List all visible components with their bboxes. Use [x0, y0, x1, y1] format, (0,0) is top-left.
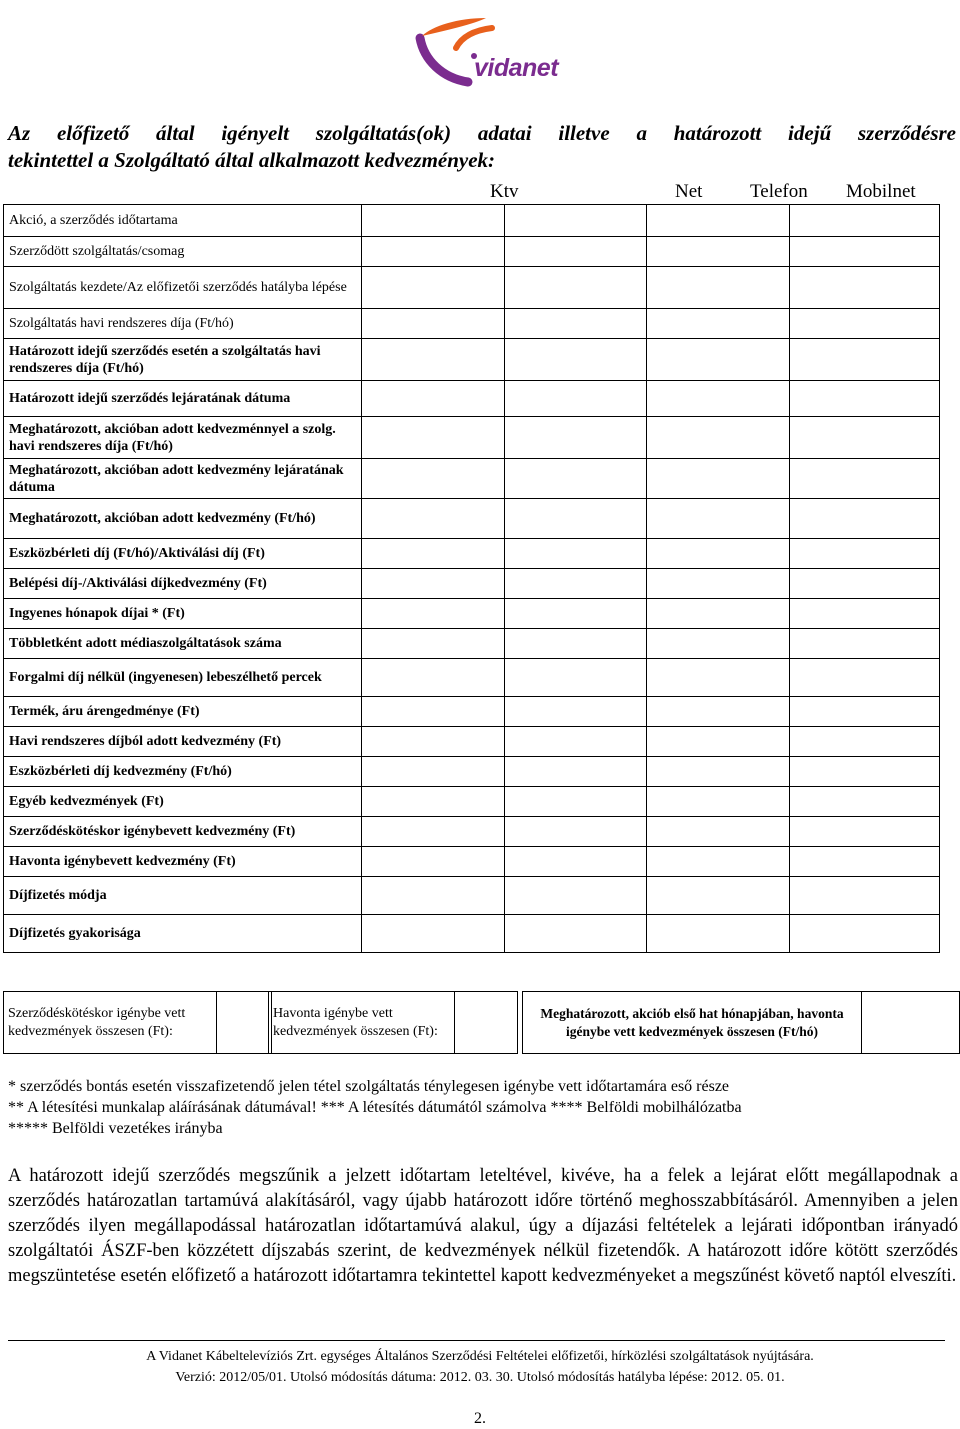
- cell-net[interactable]: [504, 915, 647, 953]
- table-row: [4, 417, 940, 459]
- cell-net[interactable]: [504, 309, 647, 339]
- cell-mobilnet[interactable]: [790, 309, 940, 339]
- logo-wordmark: vidanet: [474, 54, 559, 82]
- cell-mobilnet[interactable]: [790, 459, 940, 499]
- cell-ktv[interactable]: [361, 787, 504, 817]
- summary-box-contract: [3, 991, 272, 1054]
- cell-net[interactable]: [504, 727, 647, 757]
- cell-ktv[interactable]: [361, 309, 504, 339]
- cell-mobilnet[interactable]: [790, 599, 940, 629]
- cell-telefon[interactable]: [647, 877, 790, 915]
- row-label: Meghatározott, akcióban adott kedvezmény lejáratának dátuma: [4, 459, 362, 499]
- row-label: Termék, áru árengedménye (Ft): [4, 697, 362, 727]
- summary-box-monthly-value[interactable]: [455, 992, 518, 1054]
- table-row: [4, 757, 940, 787]
- footnotes: [8, 1076, 960, 1139]
- summary-box-promo: [522, 991, 960, 1054]
- cell-mobilnet[interactable]: [790, 267, 940, 309]
- cell-telefon[interactable]: [647, 697, 790, 727]
- heading-line-1: Az előfizető által igényelt szolgáltatás(ok) adatai illetve a határozott idejű szerződésre: [8, 121, 956, 145]
- cell-telefon[interactable]: [647, 459, 790, 499]
- row-label: Határozott idejű szerződés lejáratának dátuma: [4, 381, 362, 417]
- footer-line-2: Verzió: 2012/05/01. Utolsó módosítás dátuma: 2012. 03. 30. Utolsó módosítás hatályba lépése: 2012. 05. 01.: [175, 1370, 785, 1385]
- cell-telefon[interactable]: [647, 499, 790, 539]
- cell-net[interactable]: [504, 599, 647, 629]
- summary-box-contract-label: Szerződéskötéskor igénybe vett kedvezmények összesen (Ft):: [4, 992, 217, 1054]
- table-row: [4, 205, 940, 237]
- cell-telefon[interactable]: [647, 757, 790, 787]
- cell-ktv[interactable]: [361, 499, 504, 539]
- cell-net[interactable]: [504, 381, 647, 417]
- cell-mobilnet[interactable]: [790, 877, 940, 915]
- cell-telefon[interactable]: [647, 339, 790, 381]
- table-row: [4, 267, 940, 309]
- cell-mobilnet[interactable]: [790, 697, 940, 727]
- cell-ktv[interactable]: [361, 877, 504, 915]
- cell-telefon[interactable]: [647, 539, 790, 569]
- cell-ktv[interactable]: [361, 459, 504, 499]
- cell-ktv[interactable]: [361, 915, 504, 953]
- footer-line-1: A Vidanet Kábeltelevíziós Zrt. egységes Általános Szerződési Feltételei előfizetői, hírközlési szolgáltatások nyújtására.: [146, 1349, 814, 1364]
- row-label: Belépési díj-/Aktiválási díjkedvezmény (Ft): [4, 569, 362, 599]
- cell-ktv[interactable]: [361, 847, 504, 877]
- cell-telefon[interactable]: [647, 629, 790, 659]
- table-row: [4, 817, 940, 847]
- row-label: Eszközbérleti díj kedvezmény (Ft/hó): [4, 757, 362, 787]
- terms-paragraph: A határozott idejű szerződés megszűnik a jelzett időtartam leteltével, kivéve, ha a felek a lejárat előtt megállapodnak a szerződés határozatlan tartamúvá alakításáról, vagy újabb határozott időre történő meghosszabbításáról. Amennyiben a jelen szerződés ilyen megállapodással határozatlan időtartamúvá alakul, úgy a díjazási feltételek a lejárati időpontban irányadó szolgáltatói ÁSZF-ben közzétett díjszabás szerint, de kedvezmények nélkül fizetendők. A határozott időre kötött szerződés megszüntetése esetén előfizető a határozott időtartamra tekintettel kapott kedvezményeket a megszűnést követő naptól elveszíti.: [8, 1166, 958, 1286]
- footer-divider: [8, 1340, 945, 1341]
- row-label: Díjfizetés gyakorisága: [4, 915, 362, 953]
- row-label: Határozott idejű szerződés esetén a szolgáltatás havi rendszeres díja (Ft/hó): [4, 339, 362, 381]
- row-label: Ingyenes hónapok díjai * (Ft): [4, 599, 362, 629]
- cell-mobilnet[interactable]: [790, 847, 940, 877]
- table-row: [4, 237, 940, 267]
- services-table: [3, 204, 940, 953]
- cell-net[interactable]: [504, 697, 647, 727]
- row-label: Szolgáltatás havi rendszeres díja (Ft/hó): [4, 309, 362, 339]
- cell-telefon[interactable]: [647, 237, 790, 267]
- cell-ktv[interactable]: [361, 629, 504, 659]
- cell-net[interactable]: [504, 787, 647, 817]
- cell-ktv[interactable]: [361, 205, 504, 237]
- column-telefon: Telefon: [750, 181, 808, 202]
- cell-telefon[interactable]: [647, 381, 790, 417]
- column-mobilnet: Mobilnet: [846, 181, 916, 202]
- cell-telefon[interactable]: [647, 727, 790, 757]
- cell-ktv[interactable]: [361, 697, 504, 727]
- row-label: Meghatározott, akcióban adott kedvezmény (Ft/hó): [4, 499, 362, 539]
- summary-box-monthly-label: Havonta igénybe vett kedvezmények összesen (Ft):: [269, 992, 455, 1054]
- cell-mobilnet[interactable]: [790, 915, 940, 953]
- cell-ktv[interactable]: [361, 539, 504, 569]
- cell-telefon[interactable]: [647, 817, 790, 847]
- table-row: [4, 339, 940, 381]
- row-label: Forgalmi díj nélkül (ingyenesen) lebeszélhető percek: [4, 659, 362, 697]
- cell-net[interactable]: [504, 205, 647, 237]
- cell-telefon[interactable]: [647, 659, 790, 697]
- footnote-2: ** A létesítési munkalap aláírásának dátumával! *** A létesítés dátumától számolva **** Belföldi mobilhálózatba: [8, 1099, 742, 1116]
- table-row: [4, 629, 940, 659]
- cell-telefon[interactable]: [647, 417, 790, 459]
- cell-telefon[interactable]: [647, 205, 790, 237]
- cell-net[interactable]: [504, 629, 647, 659]
- row-label: Szerződéskötéskor igénybevett kedvezmény (Ft): [4, 817, 362, 847]
- cell-telefon[interactable]: [647, 847, 790, 877]
- table-row: [4, 659, 940, 697]
- page-number: 2.: [474, 1410, 486, 1427]
- cell-net[interactable]: [504, 847, 647, 877]
- summary-box-contract-value[interactable]: [217, 992, 272, 1054]
- cell-net[interactable]: [504, 539, 647, 569]
- row-label: Havonta igénybevett kedvezmény (Ft): [4, 847, 362, 877]
- table-row: [4, 727, 940, 757]
- table-row: [4, 539, 940, 569]
- cell-mobilnet[interactable]: [790, 817, 940, 847]
- row-label: Egyéb kedvezmények (Ft): [4, 787, 362, 817]
- table-row: [4, 309, 940, 339]
- cell-telefon[interactable]: [647, 267, 790, 309]
- cell-telefon[interactable]: [647, 915, 790, 953]
- cell-mobilnet[interactable]: [790, 757, 940, 787]
- cell-mobilnet[interactable]: [790, 417, 940, 459]
- cell-mobilnet[interactable]: [790, 237, 940, 267]
- row-label: Szolgáltatás kezdete/Az előfizetői szerződés hatályba lépése: [4, 267, 362, 309]
- cell-mobilnet[interactable]: [790, 629, 940, 659]
- row-label: Meghatározott, akcióban adott kedvezménnyel a szolg. havi rendszeres díja (Ft/hó): [4, 417, 362, 459]
- column-ktv: Ktv: [490, 181, 519, 202]
- heading-line-2: tekintettel a Szolgáltató által alkalmazott kedvezmények:: [8, 148, 496, 172]
- cell-mobilnet[interactable]: [790, 787, 940, 817]
- row-label: Többletként adott médiaszolgáltatások száma: [4, 629, 362, 659]
- cell-ktv[interactable]: [361, 237, 504, 267]
- row-label: Akció, a szerződés időtartama: [4, 205, 362, 237]
- cell-mobilnet[interactable]: [790, 569, 940, 599]
- cell-mobilnet[interactable]: [790, 381, 940, 417]
- table-row: [4, 569, 940, 599]
- footer: [0, 1346, 960, 1388]
- table-row: [4, 459, 940, 499]
- cell-mobilnet[interactable]: [790, 339, 940, 381]
- row-label: Szerződött szolgáltatás/csomag: [4, 237, 362, 267]
- cell-mobilnet[interactable]: [790, 539, 940, 569]
- cell-net[interactable]: [504, 877, 647, 915]
- cell-net[interactable]: [504, 267, 647, 309]
- cell-net[interactable]: [504, 569, 647, 599]
- cell-ktv[interactable]: [361, 339, 504, 381]
- cell-telefon[interactable]: [647, 569, 790, 599]
- cell-ktv[interactable]: [361, 381, 504, 417]
- cell-telefon[interactable]: [647, 309, 790, 339]
- table-row: [4, 697, 940, 727]
- footnote-1: * szerződés bontás esetén visszafizetendő jelen tétel szolgáltatás ténylegesen igénybe vett időtartamára eső része: [8, 1078, 730, 1095]
- row-label: Eszközbérleti díj (Ft/hó)/Aktiválási díj (Ft): [4, 539, 362, 569]
- cell-ktv[interactable]: [361, 599, 504, 629]
- cell-ktv[interactable]: [361, 757, 504, 787]
- summary-box-promo-label: Meghatározott, akciób első hat hónapjában, havonta igénybe vett kedvezmények összesen (Ft/hó): [523, 992, 862, 1054]
- row-label: Díjfizetés módja: [4, 877, 362, 915]
- row-label: Havi rendszeres díjból adott kedvezmény (Ft): [4, 727, 362, 757]
- table-row: [4, 787, 940, 817]
- cell-net[interactable]: [504, 339, 647, 381]
- cell-net[interactable]: [504, 459, 647, 499]
- section-heading: [8, 120, 956, 174]
- cell-mobilnet[interactable]: [790, 727, 940, 757]
- cell-ktv[interactable]: [361, 569, 504, 599]
- cell-telefon[interactable]: [647, 787, 790, 817]
- cell-net[interactable]: [504, 237, 647, 267]
- table-row: [4, 499, 940, 539]
- table-row: [4, 381, 940, 417]
- cell-net[interactable]: [504, 757, 647, 787]
- table-row: [4, 847, 940, 877]
- column-net: Net: [675, 181, 703, 202]
- cell-mobilnet[interactable]: [790, 659, 940, 697]
- cell-net[interactable]: [504, 499, 647, 539]
- cell-mobilnet[interactable]: [790, 205, 940, 237]
- cell-net[interactable]: [504, 417, 647, 459]
- table-row: [4, 877, 940, 915]
- footnote-3: ***** Belföldi vezetékes irányba: [8, 1120, 223, 1137]
- cell-mobilnet[interactable]: [790, 499, 940, 539]
- cell-ktv[interactable]: [361, 267, 504, 309]
- cell-net[interactable]: [504, 659, 647, 697]
- table-row: [4, 599, 940, 629]
- summary-box-promo-value[interactable]: [862, 992, 960, 1054]
- cell-net[interactable]: [504, 817, 647, 847]
- cell-ktv[interactable]: [361, 727, 504, 757]
- cell-telefon[interactable]: [647, 599, 790, 629]
- cell-ktv[interactable]: [361, 417, 504, 459]
- cell-ktv[interactable]: [361, 817, 504, 847]
- summary-box-monthly: [268, 991, 518, 1054]
- table-row: [4, 915, 940, 953]
- cell-ktv[interactable]: [361, 659, 504, 697]
